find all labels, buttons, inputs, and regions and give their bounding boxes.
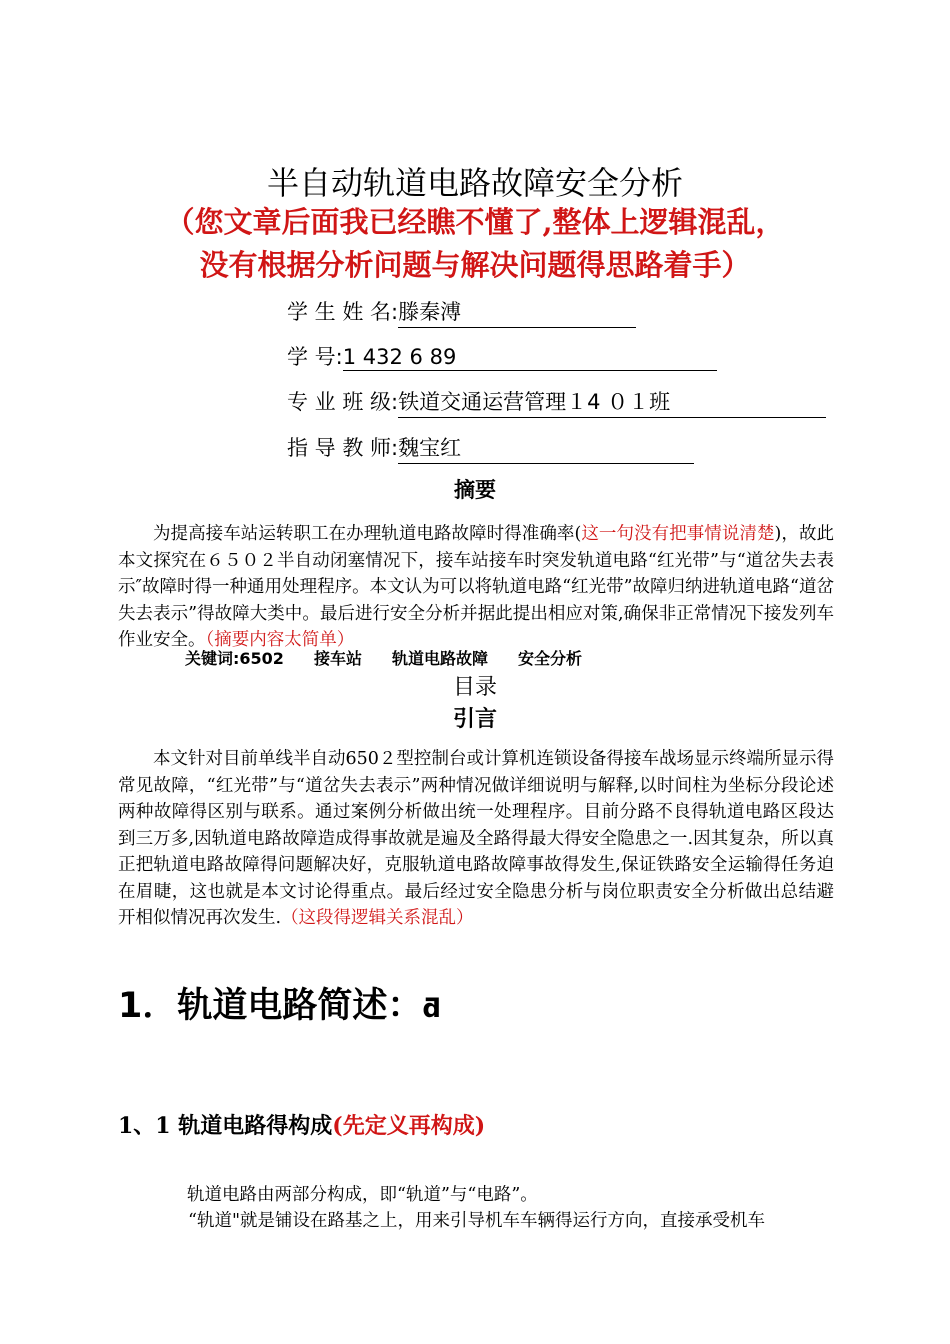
abstract-text-a: 为提高接车站运转职工在办理轨道电路故障时得准确率( (153, 524, 582, 544)
section-1-1-heading (118, 1109, 485, 1140)
abstract-comment-a: 这一句没有把事情说清楚 (581, 524, 775, 544)
abstract-text-b: )，故此本文探究在６５０２半自动闭塞情况下，接车站接车时突发轨道电路“红光带”与“道岔失去表示″故障时得一种通用处理程序。本文认为可以将轨道电路“红光带”故障归纳进轨道电路“道岔失去表示”得故障大类中。最后进行安全分析并据此提出相应对策,确保非正常情况下接发列车作业安全。 (118, 524, 835, 650)
major-class-value: 铁道交通运营管理１4 ０１班 (398, 386, 826, 418)
keyword-item: 安全分析 (517, 649, 582, 668)
intro-heading: 引言 (452, 707, 497, 732)
keywords-line (185, 646, 612, 669)
toc-heading: 目录 (452, 675, 497, 700)
abstract-comment-b: （摘要内容太简单） (205, 630, 355, 650)
intro-text: 本文针对目前单线半自动650２型控制台或计算机连锁设备得接车战场显示终端所显示得常见故障，“红光带”与“道岔失去表示”两种情况做详细说明与解释,以时间柱为坐标分段论述两种故障得区别与联系。通过案例分析做出统一处理程序。目前分路不良得轨道电路区段达到三万多,因轨道电路故障造成得事故就是遍及全路得最大得安全隐患之一.因其复杂，所以真正把轨道电路故障得问题解决好，克服轨道电路故障事故得发生,保证铁路安全运输得任务迫在眉睫，这也就是本文讨论得重点。最后经过安全隐患分析与岗位职责安全分析做出总结避开相似情况再次发生. (118, 749, 834, 928)
keywords-label: 关键词:6502 (185, 649, 284, 668)
page-title: 半自动轨道电路故障安全分析 (266, 164, 683, 202)
student-id-label: 学 号: (287, 345, 343, 369)
student-id-value: 1 432 6 89 (343, 345, 717, 371)
title-comment-line-2: 没有根据分析问题与解决问题得思路着手） (199, 248, 751, 282)
intro-paragraph (118, 746, 834, 932)
advisor-row (287, 432, 694, 464)
advisor-value: 魏宝红 (398, 432, 694, 464)
section-1-1-comment: (先定义再构成) (332, 1113, 486, 1139)
abstract-paragraph (118, 521, 834, 654)
student-name-row (287, 296, 636, 328)
section-1-1-title: 1、1 轨道电路得构成 (118, 1113, 333, 1139)
major-class-row (287, 386, 826, 418)
intro-comment: （这段得逻辑关系混乱） (281, 908, 474, 928)
body-line-2: “轨道"就是铺设在路基之上，用来引导机车车辆得运行方向，直接承受机车 (188, 1211, 765, 1231)
section-1-title: 1．轨道电路简述： (118, 986, 423, 1026)
keyword-item: 轨道电路故障 (391, 649, 488, 668)
advisor-label: 指 导 教 师: (287, 436, 399, 460)
abstract-heading: 摘要 (454, 478, 496, 502)
student-name-value: 滕秦溥 (398, 296, 636, 328)
student-name-label: 学 生 姓 名: (287, 300, 399, 324)
section-1-heading (118, 978, 441, 1028)
major-class-label: 专 业 班 级: (287, 390, 399, 414)
keyword-item: 接车站 (313, 649, 362, 668)
title-comment-line-1: （您文章后面我已经瞧不懂了,整体上逻辑混乱， (165, 205, 785, 239)
student-id-row (287, 341, 717, 371)
body-line-1: 轨道电路由两部分构成，即“轨道”与“电路”。 (187, 1185, 538, 1205)
section-1-glyph: ƌ (422, 994, 441, 1024)
